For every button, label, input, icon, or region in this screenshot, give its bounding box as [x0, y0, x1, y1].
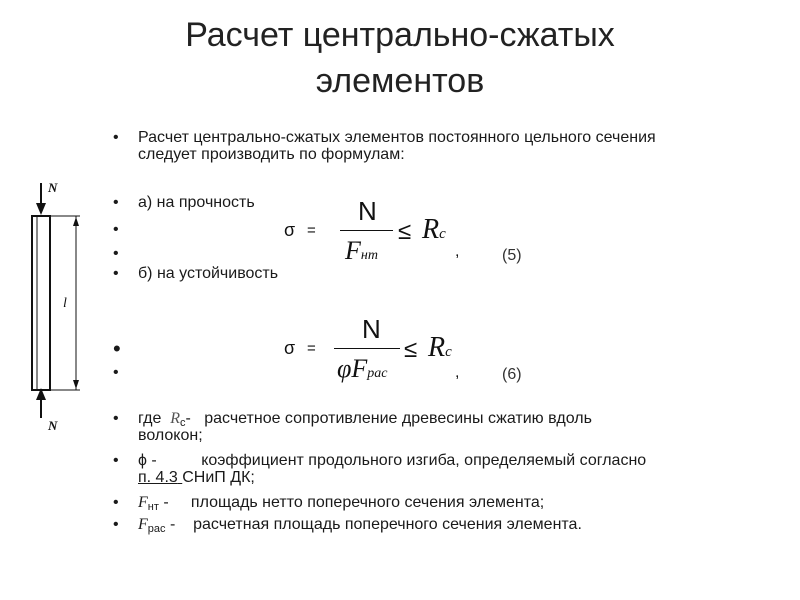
f5-fraction-line — [340, 230, 393, 231]
f6-numerator: N — [362, 314, 381, 344]
f5-denominator-main: F — [345, 236, 361, 265]
f5-rhs-sub: c — [439, 226, 446, 242]
f6-rhs-sub: c — [445, 344, 452, 360]
legend-rc-sub: c — [180, 417, 186, 429]
intro-line-2: следует производить по формулам: — [138, 146, 405, 163]
legend-rc-prefix: где — [138, 410, 162, 427]
length-arrowhead-bottom — [73, 380, 79, 389]
intro-line-1: Расчет центрально-сжатых элементов постоянного цельного сечения — [138, 129, 656, 146]
bullet-9: • — [113, 452, 119, 469]
legend-phi-symbol: ϕ - — [138, 452, 157, 469]
legend-fnt-sub: нт — [147, 501, 159, 513]
legend-fnt-text: площадь нетто поперечного сечения элемента; — [190, 494, 545, 511]
bullet-8: • — [113, 410, 119, 427]
f6-fraction-line — [334, 348, 400, 349]
f6-comma: , — [455, 364, 460, 381]
legend-fras-line — [138, 516, 582, 538]
legend-fras-sub: рас — [147, 523, 166, 535]
f5-denominator — [345, 236, 378, 266]
legend-rc-dash: - — [185, 410, 191, 427]
item-a-label: а) на прочность — [138, 194, 255, 211]
bullet-4: • — [113, 245, 119, 262]
f5-denominator-sub: нт — [360, 248, 378, 263]
legend-phi-line-1 — [138, 452, 646, 469]
f5-rhs — [422, 214, 446, 246]
f6-denominator-sub: рас — [367, 366, 388, 381]
legend-rc-line-1 — [138, 410, 592, 432]
bottom-force-label: N — [48, 418, 58, 433]
legend-fnt-line — [138, 494, 544, 516]
f6-sigma: σ — [284, 338, 296, 358]
bullet-3: • — [113, 221, 119, 238]
f5-numerator: N — [358, 196, 377, 226]
legend-rc-symbol: R — [170, 410, 181, 427]
f6-phi: φ — [337, 354, 352, 383]
legend-fnt-symbol: F — [138, 494, 148, 511]
f6-equation-number: (6) — [502, 366, 522, 383]
f5-rhs-main: R — [422, 214, 440, 245]
f6-denominator-main: F — [351, 354, 368, 383]
legend-fnt-dash: - — [163, 494, 169, 511]
legend-phi-line-2 — [138, 469, 255, 486]
bullet-7: • — [113, 364, 119, 381]
f5-less-equal: ≤ — [398, 218, 412, 245]
top-force-arrowhead — [36, 203, 46, 215]
f6-rhs-main: R — [428, 332, 446, 363]
f6-less-equal: ≤ — [404, 336, 418, 363]
title-line-1: Расчет центрально-сжатых — [185, 16, 615, 54]
f5-sigma: σ — [284, 220, 296, 240]
length-arrowhead-top — [73, 217, 79, 226]
legend-fras-dash: - — [169, 516, 176, 533]
legend-rc-text: расчетное сопротивление древесины сжатию вдоль — [204, 410, 592, 427]
top-force-label: N — [48, 180, 58, 195]
item-b-label: б) на устойчивость — [138, 265, 279, 282]
title-line-2: элементов — [315, 62, 485, 100]
f5-comma: , — [455, 243, 460, 260]
bullet-5: • — [113, 265, 119, 282]
snip-section-link[interactable]: п. 4.3 — [138, 469, 178, 486]
f5-equation-number: (5) — [502, 247, 522, 264]
legend-rc-line-2: волокон; — [138, 427, 203, 444]
f6-rhs — [428, 332, 452, 364]
column-body — [32, 216, 50, 390]
f5-equals: = — [307, 222, 316, 239]
f6-equals: = — [307, 340, 316, 357]
legend-fras-symbol: F — [138, 516, 148, 533]
bullet-1: • — [113, 129, 119, 146]
legend-phi-text: коэффициент продольного изгиба, определяемый согласно — [201, 452, 647, 469]
legend-fras-text: расчетная площадь поперечного сечения элемента. — [193, 516, 582, 533]
bullet-2: • — [113, 194, 119, 211]
f6-denominator — [337, 354, 388, 384]
length-label: l — [63, 296, 67, 311]
bullet-10: • — [113, 494, 119, 511]
bullet-6: • — [113, 336, 121, 361]
legend-phi-rest: СНиП ДК; — [182, 469, 255, 486]
bullet-11: • — [113, 516, 119, 533]
